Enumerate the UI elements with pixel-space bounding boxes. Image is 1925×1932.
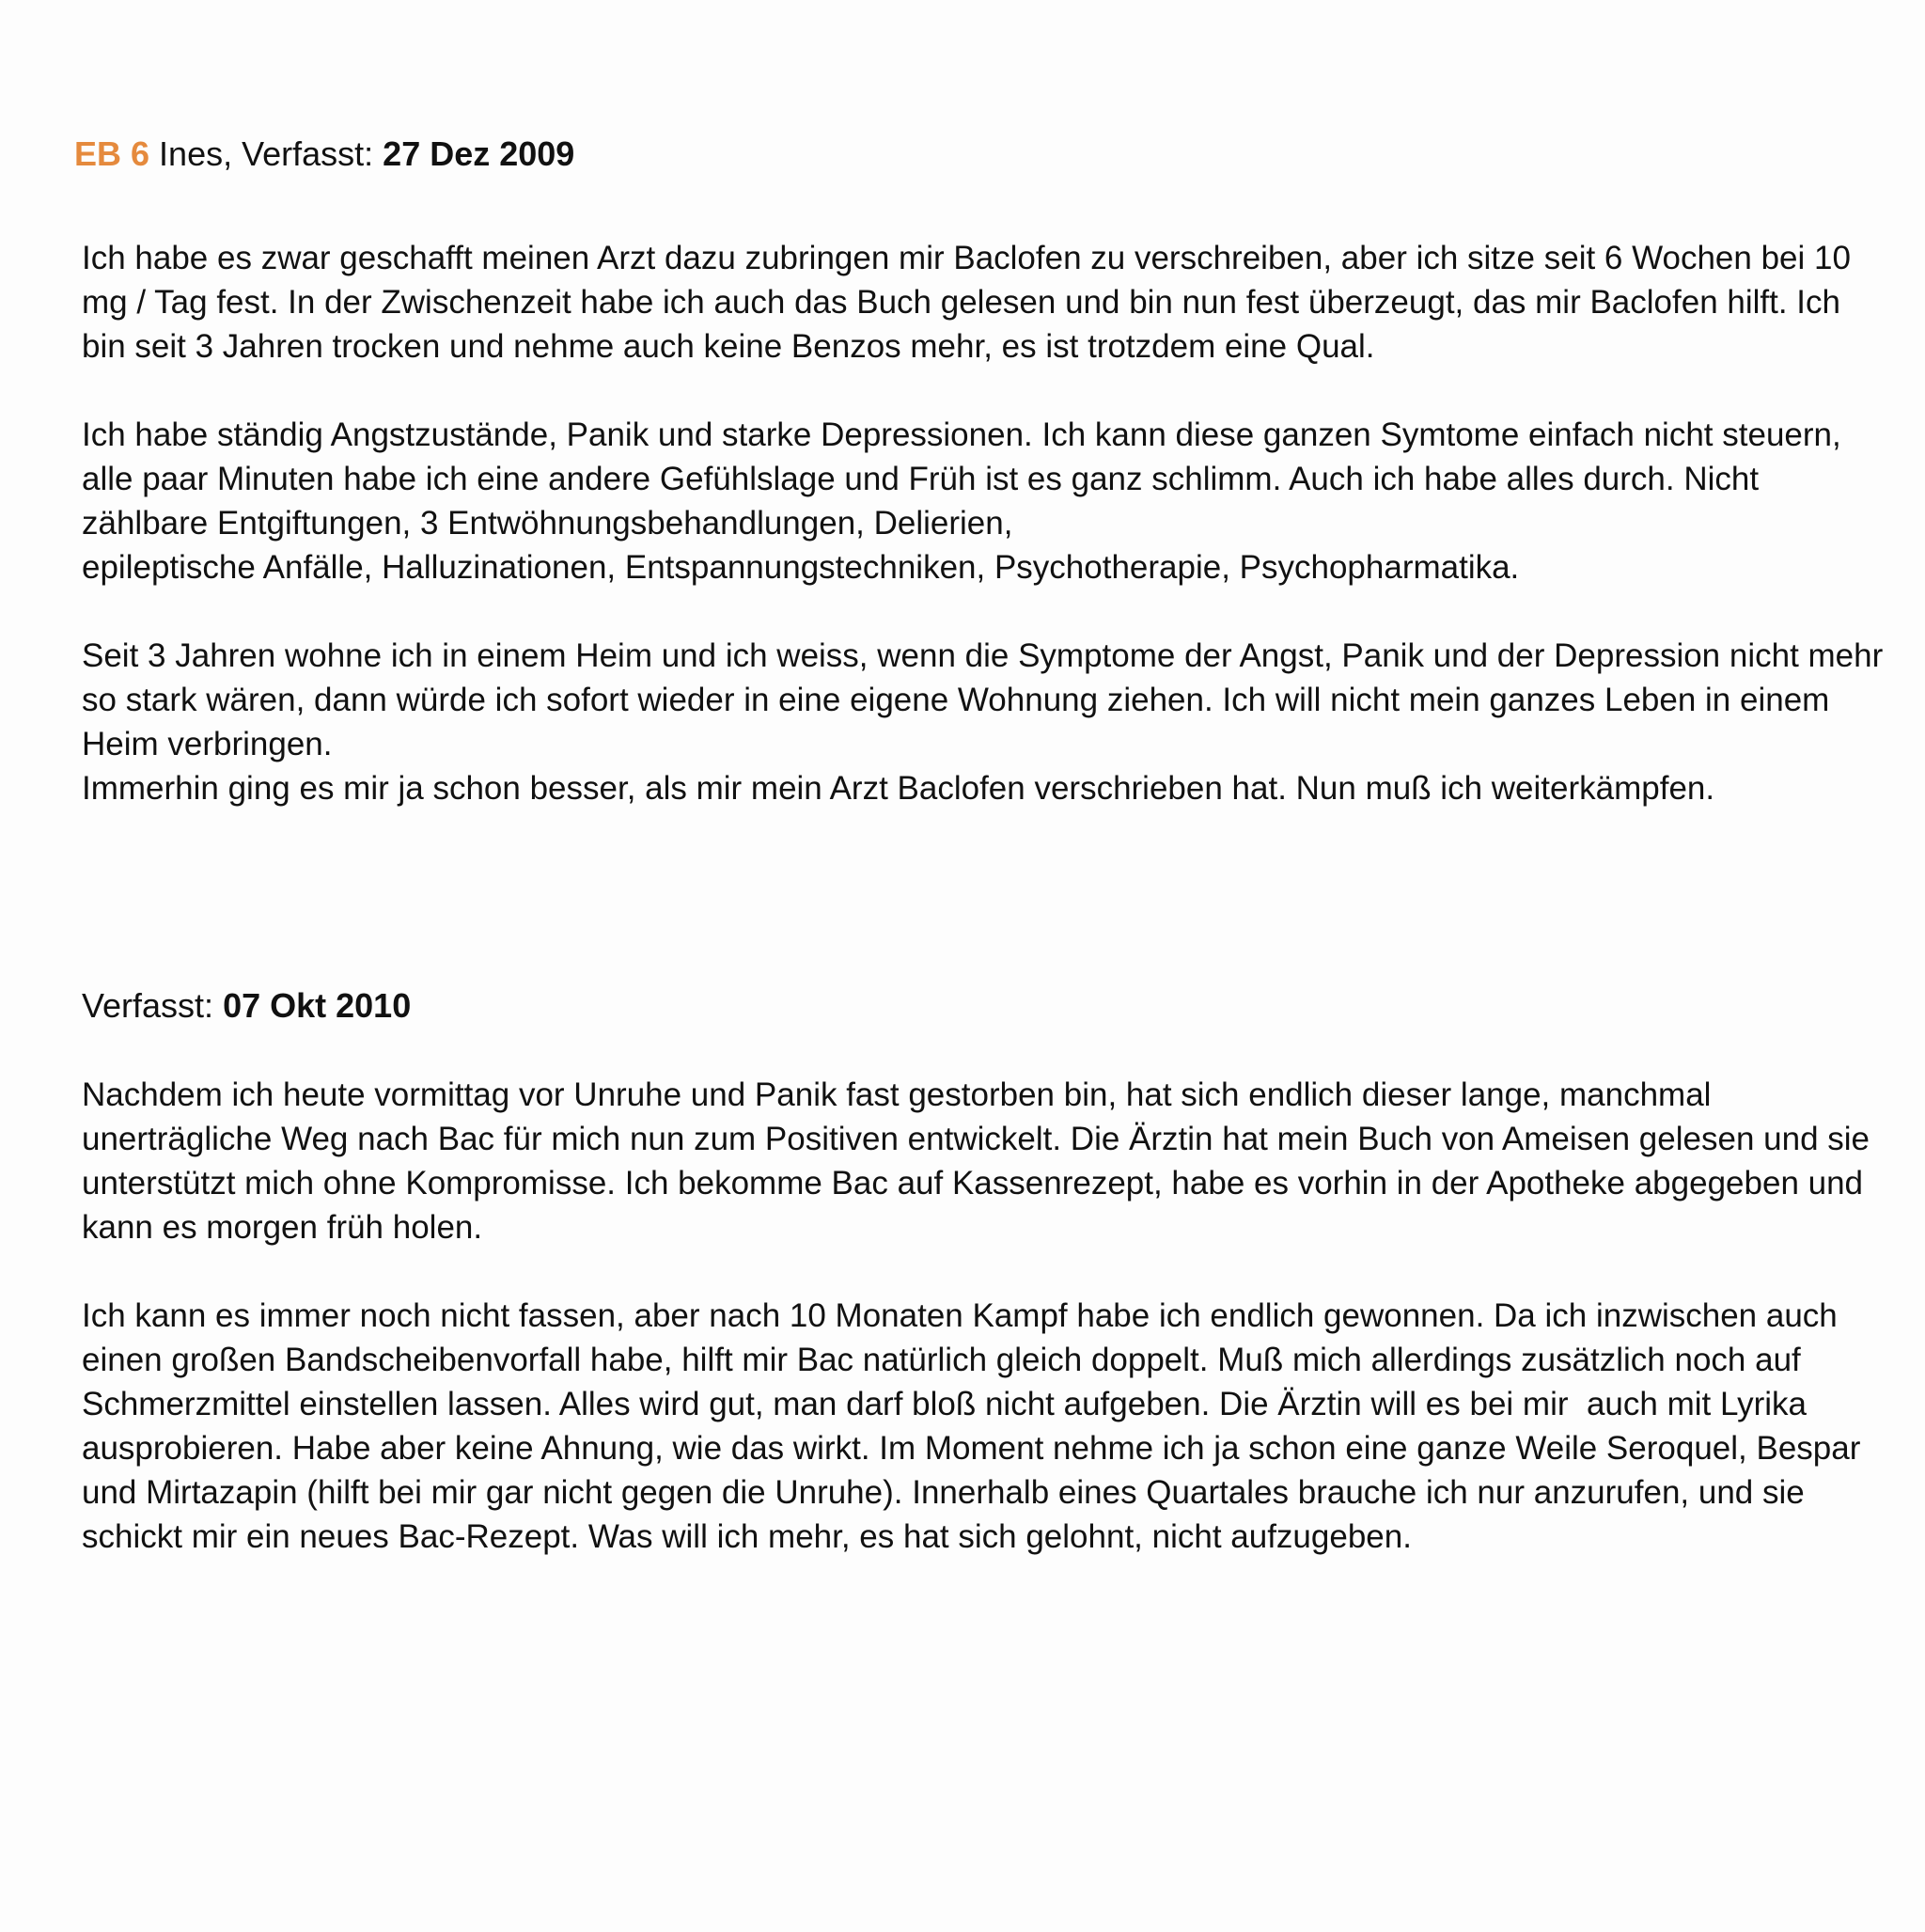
- posted-label: Verfasst:: [82, 986, 224, 1025]
- paragraph: Immerhin ging es mir ja schon besser, als mir mein Arzt Baclofen verschrieben hat. Nun muß ich weiterkämpfen.: [82, 770, 1715, 807]
- entry-code: EB 6: [74, 134, 150, 173]
- entry-body-2: [82, 1073, 1886, 1603]
- paragraph: Ich habe es zwar geschafft meinen Arzt dazu zubringen mir Baclofen zu verschreiben, aber ich sitze seit 6 Wochen bei 10 mg / Tag fest. In der Zwischenzeit habe ich auch das Buch gelesen und bin nun fest überzeugt, das mir Baclofen hilft. Ich bin seit 3 Jahren trocken und nehme auch keine Benzos mehr, es ist trotzdem eine Qual.: [82, 240, 1851, 365]
- entry-body-1: [82, 236, 1886, 855]
- paragraph: Ich habe ständig Angstzustände, Panik und starke Depressionen. Ich kann diese ganzen Symtome einfach nicht steuern, alle paar Minuten habe ich eine andere Gefühlslage und Früh ist es ganz schlimm. Auch ich habe alles durch. Nicht zählbare Entgiftungen, 3 Entwöhnungsbehandlungen, Delierien,: [82, 416, 1841, 542]
- paragraph: Ich kann es immer noch nicht fassen, aber nach 10 Monaten Kampf habe ich endlich gewonnen. Da ich inzwischen auch einen großen Bandscheibenvorfall habe, hilft mir Bac natürlich gleich doppelt. Muß mich allerdings zusätzlich noch auf Schmerzmittel einstellen lassen. Alles wird gut, man darf bloß nicht aufgeben. Die Ärztin will es bei mir auch mit Lyrika ausprobieren. Habe aber keine Ahnung, wie das wirkt. Im Moment nehme ich ja schon eine ganze Weile Seroquel, Bespar und Mirtazapin (hilft bei mir gar nicht gegen die Unruhe). Innerhalb eines Quartales brauche ich nur anzurufen, und sie schickt mir ein neues Bac-Rezept. Was will ich mehr, es hat sich gelohnt, nicht aufzugeben.: [82, 1297, 1870, 1555]
- entry-header: [74, 134, 574, 175]
- author-prefix: Ines, Verfasst:: [149, 134, 383, 173]
- paragraph: epileptische Anfälle, Halluzinationen, Entspannungstechniken, Psychotherapie, Psychopharmatika.: [82, 549, 1520, 586]
- entry-date: 27 Dez 2009: [383, 134, 575, 173]
- paragraph: Seit 3 Jahren wohne ich in einem Heim und ich weiss, wenn die Symptome der Angst, Panik und der Depression nicht mehr so stark wären, dann würde ich sofort wieder in eine eigene Wohnung ziehen. Ich will nicht mein ganzes Leben in einem Heim verbringen.: [82, 637, 1884, 762]
- paragraph: Nachdem ich heute vormittag vor Unruhe und Panik fast gestorben bin, hat sich endlich dieser lange, manchmal unerträgliche Weg nach Bac für mich nun zum Positiven entwickelt. Die Ärztin hat mein Buch von Ameisen gelesen und sie unterstützt mich ohne Kompromisse. Ich bekomme Bac auf Kassenrezept, habe es vorhin in der Apotheke abgegeben und kann es morgen früh holen.: [82, 1076, 1870, 1246]
- second-entry-date: 07 Okt 2010: [223, 986, 412, 1025]
- second-entry-header: [82, 985, 411, 1027]
